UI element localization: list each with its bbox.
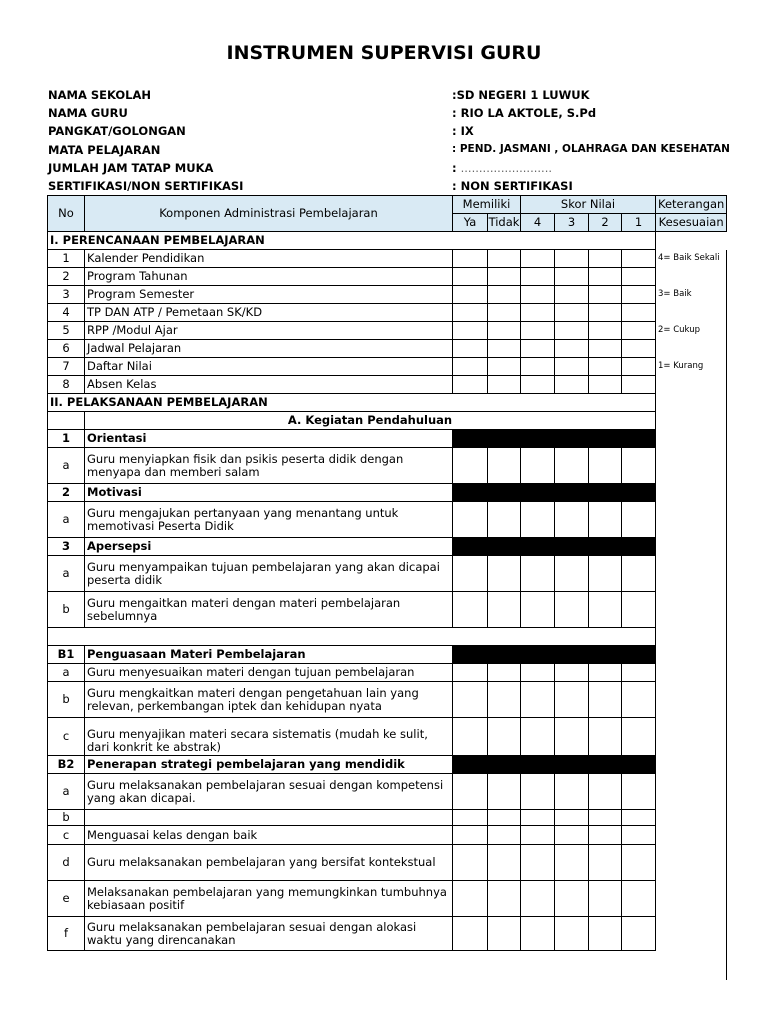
row-letter: c — [48, 718, 85, 756]
blank-cell — [656, 304, 727, 322]
group-row — [48, 538, 727, 556]
table-row — [48, 268, 727, 286]
score-4[interactable] — [521, 682, 555, 718]
score-2[interactable] — [589, 376, 622, 394]
score-4[interactable] — [521, 881, 555, 917]
score-1[interactable] — [622, 664, 656, 682]
score-4[interactable] — [521, 917, 555, 951]
info-label: JUMLAH JAM TATAP MUKA — [48, 161, 214, 175]
row-letter: f — [48, 917, 85, 951]
score-3[interactable] — [555, 250, 589, 268]
blank-cell — [48, 628, 656, 646]
score-4[interactable] — [521, 286, 555, 304]
check-ya[interactable] — [453, 682, 488, 718]
legend-1: 1= Kurang — [656, 358, 727, 376]
check-ya[interactable] — [453, 286, 488, 304]
row-no: 5 — [48, 322, 85, 340]
score-1[interactable] — [622, 268, 656, 286]
score-1[interactable] — [622, 376, 656, 394]
subsection-title: A. Kegiatan Pendahuluan — [85, 412, 656, 430]
group-no: 3 — [48, 538, 85, 556]
score-3[interactable] — [555, 826, 589, 845]
check-ya[interactable] — [453, 322, 488, 340]
row-text — [85, 810, 453, 826]
header-skor-1: 1 — [622, 214, 656, 232]
blank-cell — [656, 881, 727, 917]
score-4[interactable] — [521, 502, 555, 538]
info-value: : PEND. JASMANI , OLAHRAGA DAN KESEHATAN — [452, 143, 730, 155]
score-3[interactable] — [555, 376, 589, 394]
section-row — [48, 232, 727, 250]
table-row — [48, 826, 727, 845]
check-tidak[interactable] — [488, 682, 521, 718]
score-1[interactable] — [622, 250, 656, 268]
blank-cell — [656, 376, 727, 394]
row-text: RPP /Modul Ajar — [85, 322, 453, 340]
check-tidak[interactable] — [488, 268, 521, 286]
score-1[interactable] — [622, 826, 656, 845]
score-4[interactable] — [521, 664, 555, 682]
score-2[interactable] — [589, 718, 622, 756]
check-ya[interactable] — [453, 718, 488, 756]
score-2[interactable] — [589, 304, 622, 322]
check-ya[interactable] — [453, 556, 488, 592]
score-3[interactable] — [555, 845, 589, 881]
info-value: : NON SERTIFIKASI — [452, 179, 573, 193]
blacked-cell — [453, 538, 656, 556]
row-no: 1 — [48, 250, 85, 268]
table-row — [48, 774, 727, 810]
check-ya[interactable] — [453, 592, 488, 628]
blacked-cell — [453, 484, 656, 502]
check-ya[interactable] — [453, 845, 488, 881]
check-tidak[interactable] — [488, 340, 521, 358]
group-title: Motivasi — [85, 484, 453, 502]
info-label: NAMA SEKOLAH — [48, 88, 152, 102]
check-tidak[interactable] — [488, 774, 521, 810]
spacer-row — [48, 628, 727, 646]
row-letter: a — [48, 774, 85, 810]
blacked-cell — [453, 756, 656, 774]
row-no: 8 — [48, 376, 85, 394]
info-dots: ......................... — [460, 161, 553, 175]
score-4[interactable] — [521, 592, 555, 628]
group-no: B2 — [48, 756, 85, 774]
table-row — [48, 845, 727, 881]
blacked-cell — [453, 646, 656, 664]
score-3[interactable] — [555, 917, 589, 951]
check-tidak[interactable] — [488, 250, 521, 268]
table-row — [48, 592, 727, 628]
score-3[interactable] — [555, 881, 589, 917]
table-row — [48, 322, 727, 340]
check-tidak[interactable] — [488, 917, 521, 951]
score-2[interactable] — [589, 774, 622, 810]
score-3[interactable] — [555, 304, 589, 322]
score-4[interactable] — [521, 376, 555, 394]
score-2[interactable] — [589, 322, 622, 340]
row-text: Melaksanakan pembelajaran yang memungkinkan tumbuhnya kebiasaan positif — [85, 881, 453, 917]
score-1[interactable] — [622, 286, 656, 304]
legend-4: 4= Baik Sekali — [656, 250, 727, 268]
row-no: 7 — [48, 358, 85, 376]
table-row — [48, 556, 727, 592]
blank-cell — [656, 917, 727, 951]
row-text: Guru melaksanakan pembelajaran sesuai dengan alokasi waktu yang direncanakan — [85, 917, 453, 951]
table-row — [48, 502, 727, 538]
info-label: SERTIFIKASI/NON SERTIFIKASI — [48, 179, 244, 193]
row-no: 3 — [48, 286, 85, 304]
score-3[interactable] — [555, 592, 589, 628]
blank-cell — [656, 774, 727, 810]
score-1[interactable] — [622, 322, 656, 340]
group-row — [48, 484, 727, 502]
score-2[interactable] — [589, 917, 622, 951]
header-tidak: Tidak — [488, 214, 521, 232]
score-2[interactable] — [589, 502, 622, 538]
score-1[interactable] — [622, 304, 656, 322]
table-row — [48, 881, 727, 917]
score-2[interactable] — [589, 810, 622, 826]
score-1[interactable] — [622, 810, 656, 826]
check-ya[interactable] — [453, 448, 488, 484]
check-tidak[interactable] — [488, 826, 521, 845]
score-2[interactable] — [589, 556, 622, 592]
row-letter: a — [48, 556, 85, 592]
blank-cell — [656, 394, 727, 412]
score-2[interactable] — [589, 340, 622, 358]
score-3[interactable] — [555, 358, 589, 376]
check-ya[interactable] — [453, 304, 488, 322]
score-1[interactable] — [622, 556, 656, 592]
check-tidak[interactable] — [488, 810, 521, 826]
score-1[interactable] — [622, 592, 656, 628]
score-1[interactable] — [622, 881, 656, 917]
group-title: Penerapan strategi pembelajaran yang mendidik — [85, 756, 453, 774]
score-4[interactable] — [521, 774, 555, 810]
row-no: 4 — [48, 304, 85, 322]
blank-cell — [656, 810, 727, 826]
score-2[interactable] — [589, 358, 622, 376]
table-row — [48, 664, 727, 682]
info-value: :SD NEGERI 1 LUWUK — [452, 88, 590, 102]
score-2[interactable] — [589, 881, 622, 917]
header-ya: Ya — [453, 214, 488, 232]
group-row — [48, 646, 727, 664]
section-title: II. PELAKSANAAN PEMBELAJARAN — [48, 394, 656, 412]
score-1[interactable] — [622, 718, 656, 756]
check-tidak[interactable] — [488, 845, 521, 881]
score-2[interactable] — [589, 286, 622, 304]
score-3[interactable] — [555, 556, 589, 592]
blank-cell — [656, 232, 727, 250]
header-keterangan: Keterangan — [656, 196, 727, 214]
info-value-colon: : — [452, 161, 457, 175]
row-text: Guru mengaitkan materi dengan materi pembelajaran sebelumnya — [85, 592, 453, 628]
check-tidak[interactable] — [488, 556, 521, 592]
group-row — [48, 756, 727, 774]
check-ya[interactable] — [453, 917, 488, 951]
check-tidak[interactable] — [488, 664, 521, 682]
row-text: Menguasai kelas dengan baik — [85, 826, 453, 845]
score-4[interactable] — [521, 250, 555, 268]
table-row — [48, 448, 727, 484]
check-ya[interactable] — [453, 826, 488, 845]
score-3[interactable] — [555, 340, 589, 358]
row-text: Guru menyesuaikan materi dengan tujuan pembelajaran — [85, 664, 453, 682]
score-4[interactable] — [521, 826, 555, 845]
check-tidak[interactable] — [488, 358, 521, 376]
blank-cell — [656, 340, 727, 358]
score-1[interactable] — [622, 774, 656, 810]
score-4[interactable] — [521, 718, 555, 756]
row-text: Guru melaksanakan pembelajaran yang bersifat kontekstual — [85, 845, 453, 881]
info-value — [452, 161, 552, 175]
table-row — [48, 340, 727, 358]
blacked-cell — [453, 430, 656, 448]
row-text: TP DAN ATP / Pemetaan SK/KD — [85, 304, 453, 322]
group-no: B1 — [48, 646, 85, 664]
group-no: 2 — [48, 484, 85, 502]
score-1[interactable] — [622, 340, 656, 358]
blank-cell — [48, 412, 85, 430]
row-text: Program Semester — [85, 286, 453, 304]
table-row — [48, 376, 727, 394]
score-2[interactable] — [589, 845, 622, 881]
row-text: Program Tahunan — [85, 268, 453, 286]
blank-cell — [656, 538, 727, 556]
info-label: MATA PELAJARAN — [48, 143, 161, 157]
group-row — [48, 430, 727, 448]
row-letter: e — [48, 881, 85, 917]
score-1[interactable] — [622, 502, 656, 538]
row-text: Kalender Pendidikan — [85, 250, 453, 268]
check-tidak[interactable] — [488, 322, 521, 340]
row-text: Guru menyiapkan fisik dan psikis peserta didik dengan menyapa dan memberi salam — [85, 448, 453, 484]
header-skor-4: 4 — [521, 214, 555, 232]
score-2[interactable] — [589, 448, 622, 484]
group-title: Penguasaan Materi Pembelajaran — [85, 646, 453, 664]
score-3[interactable] — [555, 268, 589, 286]
group-title: Orientasi — [85, 430, 453, 448]
blank-cell — [656, 664, 727, 682]
row-text: Guru menyajikan materi secara sistematis (mudah ke sulit, dari konkrit ke abstrak) — [85, 718, 453, 756]
check-ya[interactable] — [453, 250, 488, 268]
check-ya[interactable] — [453, 664, 488, 682]
blank-cell — [656, 268, 727, 286]
score-4[interactable] — [521, 845, 555, 881]
group-title: Apersepsi — [85, 538, 453, 556]
row-letter: b — [48, 592, 85, 628]
check-tidak[interactable] — [488, 448, 521, 484]
score-1[interactable] — [622, 358, 656, 376]
table-row — [48, 358, 727, 376]
check-tidak[interactable] — [488, 304, 521, 322]
check-ya[interactable] — [453, 340, 488, 358]
blank-cell — [656, 484, 727, 502]
blank-cell — [656, 502, 727, 538]
section-title: I. PERENCANAAN PEMBELAJARAN — [48, 232, 656, 250]
score-3[interactable] — [555, 664, 589, 682]
table-row — [48, 250, 727, 268]
blank-cell — [656, 718, 727, 756]
check-tidak[interactable] — [488, 881, 521, 917]
row-letter: a — [48, 448, 85, 484]
score-4[interactable] — [521, 340, 555, 358]
check-tidak[interactable] — [488, 502, 521, 538]
check-ya[interactable] — [453, 268, 488, 286]
score-3[interactable] — [555, 774, 589, 810]
score-4[interactable] — [521, 810, 555, 826]
score-3[interactable] — [555, 502, 589, 538]
table-row — [48, 286, 727, 304]
supervision-table — [47, 195, 727, 951]
check-tidak[interactable] — [488, 718, 521, 756]
score-1[interactable] — [622, 917, 656, 951]
check-ya[interactable] — [453, 376, 488, 394]
row-text: Absen Kelas — [85, 376, 453, 394]
info-label: NAMA GURU — [48, 106, 128, 120]
blank-cell — [656, 448, 727, 484]
row-letter: a — [48, 664, 85, 682]
score-1[interactable] — [622, 682, 656, 718]
row-letter: d — [48, 845, 85, 881]
score-3[interactable] — [555, 810, 589, 826]
table-row — [48, 810, 727, 826]
check-ya[interactable] — [453, 358, 488, 376]
check-tidak[interactable] — [488, 592, 521, 628]
row-no: 2 — [48, 268, 85, 286]
score-4[interactable] — [521, 556, 555, 592]
blank-cell — [656, 556, 727, 592]
check-tidak[interactable] — [488, 376, 521, 394]
row-letter: b — [48, 810, 85, 826]
header-no: No — [48, 196, 85, 232]
blank-cell — [656, 845, 727, 881]
score-3[interactable] — [555, 682, 589, 718]
subsection-row — [48, 412, 727, 430]
blank-cell — [656, 646, 727, 664]
row-no: 6 — [48, 340, 85, 358]
row-text: Guru mengkaitkan materi dengan pengetahuan lain yang relevan, perkembangan iptek dan kehidupan nyata — [85, 682, 453, 718]
score-1[interactable] — [622, 448, 656, 484]
row-text: Daftar Nilai — [85, 358, 453, 376]
table-row — [48, 682, 727, 718]
row-letter: b — [48, 682, 85, 718]
page-title: INSTRUMEN SUPERVISI GURU — [226, 42, 542, 64]
header-skor-3: 3 — [555, 214, 589, 232]
blank-cell — [656, 628, 727, 646]
row-letter: a — [48, 502, 85, 538]
score-2[interactable] — [589, 592, 622, 628]
header-memiliki: Memiliki — [453, 196, 521, 214]
score-1[interactable] — [622, 845, 656, 881]
check-ya[interactable] — [453, 774, 488, 810]
info-label: PANGKAT/GOLONGAN — [48, 124, 186, 138]
score-3[interactable] — [555, 448, 589, 484]
score-4[interactable] — [521, 358, 555, 376]
blank-cell — [656, 412, 727, 430]
score-2[interactable] — [589, 826, 622, 845]
check-ya[interactable] — [453, 810, 488, 826]
table-row — [48, 304, 727, 322]
group-no: 1 — [48, 430, 85, 448]
legend-2: 2= Cukup — [656, 322, 727, 340]
score-2[interactable] — [589, 682, 622, 718]
section-row — [48, 394, 727, 412]
score-4[interactable] — [521, 268, 555, 286]
blank-cell — [656, 592, 727, 628]
check-tidak[interactable] — [488, 286, 521, 304]
check-ya[interactable] — [453, 502, 488, 538]
info-value: : RIO LA AKTOLE, S.Pd — [452, 106, 597, 120]
header-kesesuaian: Kesesuaian — [656, 214, 727, 232]
score-3[interactable] — [555, 286, 589, 304]
blank-cell — [656, 826, 727, 845]
header-skor: Skor Nilai — [521, 196, 656, 214]
blank-cell — [656, 430, 727, 448]
row-text: Guru melaksanakan pembelajaran sesuai dengan kompetensi yang akan dicapai. — [85, 774, 453, 810]
score-4[interactable] — [521, 322, 555, 340]
score-2[interactable] — [589, 250, 622, 268]
header-komponen: Komponen Administrasi Pembelajaran — [85, 196, 453, 232]
row-text: Guru menyampaikan tujuan pembelajaran yang akan dicapai peserta didik — [85, 556, 453, 592]
row-text: Guru mengajukan pertanyaan yang menantang untuk memotivasi Peserta Didik — [85, 502, 453, 538]
score-3[interactable] — [555, 718, 589, 756]
score-4[interactable] — [521, 304, 555, 322]
score-3[interactable] — [555, 322, 589, 340]
info-value: : IX — [452, 124, 474, 138]
blank-cell — [656, 756, 727, 774]
blank-cell — [656, 682, 727, 718]
legend-3: 3= Baik — [656, 286, 727, 304]
check-ya[interactable] — [453, 881, 488, 917]
score-2[interactable] — [589, 664, 622, 682]
score-2[interactable] — [589, 268, 622, 286]
header-skor-2: 2 — [589, 214, 622, 232]
row-letter: c — [48, 826, 85, 845]
table-row — [48, 718, 727, 756]
row-text: Jadwal Pelajaran — [85, 340, 453, 358]
score-4[interactable] — [521, 448, 555, 484]
header-row — [48, 196, 727, 214]
table-row — [48, 917, 727, 951]
